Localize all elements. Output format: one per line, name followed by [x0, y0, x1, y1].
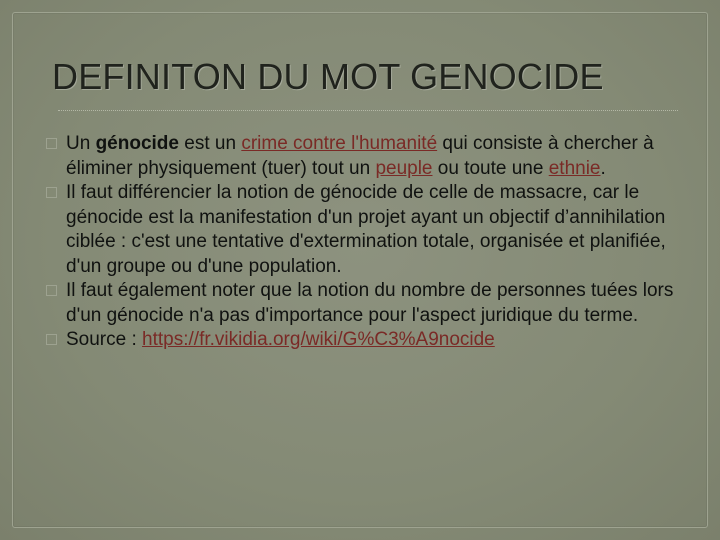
- bullet-square-icon: [46, 138, 57, 149]
- bullet-square-icon: [46, 187, 57, 198]
- bullet-square-icon: [46, 285, 57, 296]
- link-crime-contre-humanite[interactable]: crime contre l'humanité: [241, 133, 438, 154]
- bullet-text: Il faut également noter que la notion du nombre de personnes tuées lors d'un génocide n'a pas d'importance pour l'aspect juridique du terme.: [66, 280, 674, 326]
- bullet-list: [46, 132, 686, 353]
- link-ethnie[interactable]: ethnie: [548, 157, 601, 179]
- bullet-definition: [46, 132, 686, 181]
- bullet-text: Il faut différencier la notion de génocide de celle de massacre, car le génocide est la manifestation d'un projet ayant un objectif d’annihilation ciblée : c'est une tentative d'extermination totale, organisée et planifiée, d'un groupe ou d'une population.: [66, 182, 666, 277]
- source-link[interactable]: https://fr.vikidia.org/wiki/G%C3%A9nocide: [142, 329, 495, 350]
- bullet-text: ou toute une: [432, 157, 549, 179]
- bullet-text: .: [600, 157, 606, 179]
- slide-title: DEFINITON DU MOT GENOCIDE: [52, 56, 604, 97]
- bullet-nombre-victimes: [46, 279, 686, 328]
- bullet-text: qui consiste à chercher à éliminer physiquement (tuer) tout un: [66, 133, 654, 179]
- bullet-difference-massacre: [46, 181, 686, 279]
- link-peuple[interactable]: peuple: [375, 157, 433, 179]
- bullet-text: Source :: [66, 329, 143, 350]
- bullet-text: Un: [66, 133, 96, 154]
- bullet-source: [46, 328, 686, 353]
- bullet-text: est un: [178, 133, 242, 154]
- bold-term: génocide: [95, 133, 179, 154]
- bullet-square-icon: [46, 334, 57, 345]
- title-divider: [58, 110, 678, 111]
